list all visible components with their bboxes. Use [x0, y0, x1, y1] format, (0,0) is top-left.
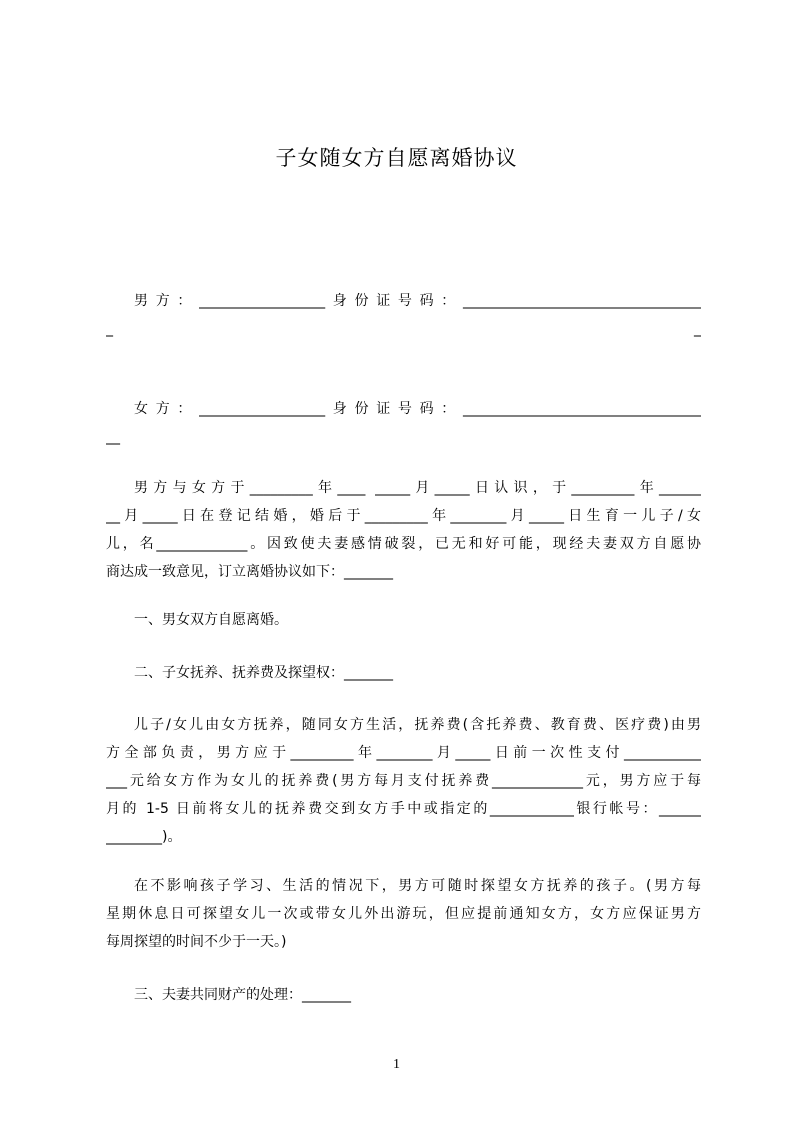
marriage-info-line-2: __月_____日在登记结婚，婚后于_________年________月_____日生育一儿子/女 [106, 508, 701, 524]
male-party-line-2-right: _ [694, 321, 701, 337]
visitation-paragraph [106, 872, 701, 956]
clause-one-text: 一、男女双方自愿离婚。 [134, 612, 288, 628]
custody-paragraph [106, 711, 701, 851]
visitation-line-2: 星期休息日可探望女儿一次或带女儿外出游玩，但应提前通知女方，女方应保证男方 [106, 906, 701, 922]
clause-one-paragraph [106, 606, 701, 634]
custody-line-3: ___元给女方作为女儿的抚养费(男方每月支付抚养费_____________元，男方应于每 [106, 773, 701, 789]
male-party-paragraph [106, 287, 701, 343]
marriage-info-line-4: 商达成一致意见，订立离婚协议如下：_______ [106, 564, 393, 580]
custody-line-1: 儿子/女儿由女方抚养，随同女方生活，抚养费(含托养费、教育费、医疗费)由男 [134, 717, 701, 733]
male-party-line-1: 男方：__________________身份证号码：__________________________________ [134, 293, 701, 309]
clause-three-paragraph [106, 981, 701, 1009]
marriage-info-line-3: 儿，名_____________。因致使夫妻感情破裂，已无和好可能，现经夫妻双方自愿协 [106, 536, 701, 552]
page-number: 1 [393, 1057, 400, 1072]
clause-two-heading: 二、子女抚养、抚养费及探望权：_______ [134, 665, 393, 681]
visitation-line-1: 在不影响孩子学习、生活的情况下，男方可随时探望女方抚养的孩子。(男方每 [134, 878, 701, 894]
female-party-line-2: __ [106, 429, 120, 445]
visitation-line-3: 每周探望的时间不少于一天。) [106, 934, 287, 950]
marriage-info-paragraph [106, 474, 701, 586]
female-party-line-1: 女方：__________________身份证号码：__________________________________ [134, 401, 701, 417]
custody-line-4: 月的 1-5 日前将女儿的抚养费交到女方手中或指定的____________银行帐号：______ [106, 801, 701, 817]
clause-three-heading: 三、夫妻共同财产的处理：_______ [134, 987, 351, 1003]
female-party-paragraph [106, 395, 701, 451]
male-party-line-2 [106, 315, 701, 343]
custody-line-5: ________)。 [106, 829, 182, 845]
marriage-info-line-1: 男方与女方于_________年____ _____月_____日认识，于_________年______ [134, 480, 701, 496]
clause-two-paragraph [106, 659, 701, 687]
male-party-line-2-left: _ [106, 321, 113, 337]
document-title: 子女随女方自愿离婚协议 [275, 146, 518, 170]
custody-line-2: 方全部负责，男方应于_________年________月_____日前一次性支付___________ [106, 745, 701, 761]
